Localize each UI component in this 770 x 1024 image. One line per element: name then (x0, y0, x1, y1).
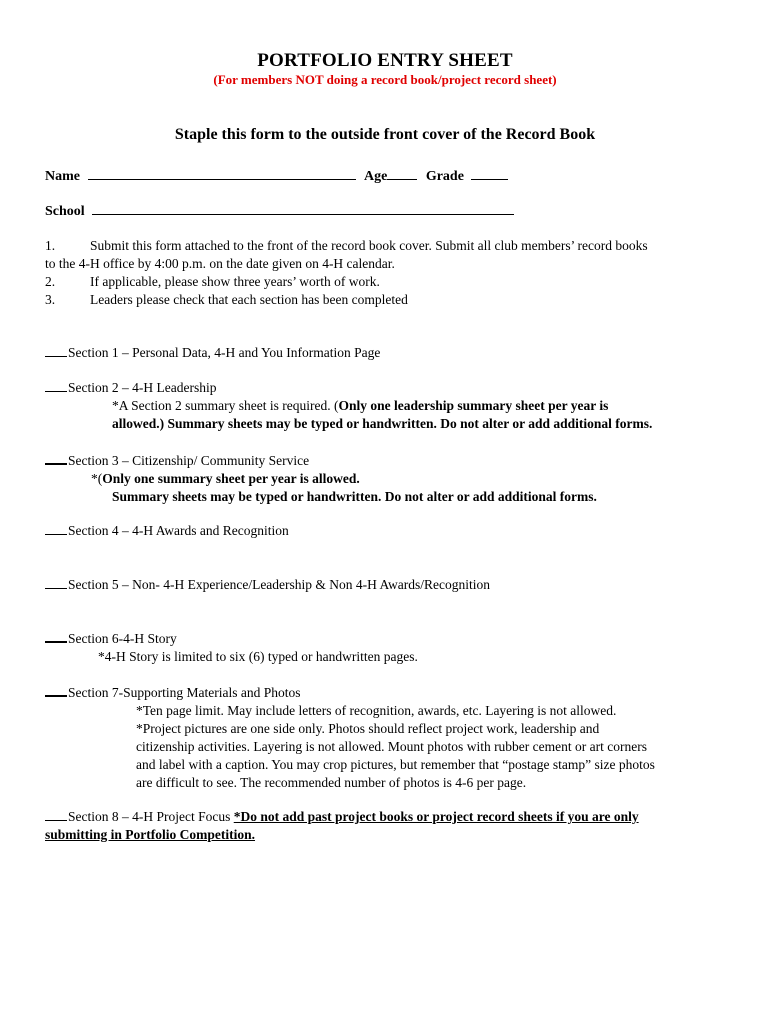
school-field[interactable] (92, 202, 514, 215)
staple-instruction: Staple this form to the outside front cover of the Record Book (174, 126, 596, 143)
instructions-list: 1. Submit this form attached to the front of the record book cover. Submit all club members’ record books to the 4-H office by 4:00 p.m. on the date given on 4-H calendar. 2. If applicable, please show three years’ worth of work. 3. Leaders please check that each section has been completed (45, 237, 735, 309)
name-label: Name (45, 169, 80, 184)
section-5-checkbox[interactable] (45, 576, 67, 589)
list-item: 1. Submit this form attached to the front of the record book cover. Submit all club members’ record books (45, 238, 648, 253)
section-5: Section 5 – Non- 4-H Experience/Leadership & Non 4-H Awards/Recognition (45, 576, 735, 594)
section-6: Section 6-4-H Story *4-H Story is limited to six (6) typed or handwritten pages. (45, 629, 735, 666)
school-label: School (45, 204, 85, 219)
name-field[interactable] (88, 167, 356, 180)
list-item: 3. Leaders please check that each section has been completed (45, 292, 408, 307)
section-2-checkbox[interactable] (45, 379, 67, 392)
page-title: PORTFOLIO ENTRY SHEET (257, 50, 513, 71)
grade-field[interactable] (471, 167, 508, 180)
name-age-grade-row (45, 167, 508, 185)
section-4-checkbox[interactable] (45, 522, 67, 535)
section-8-warning: *Do not add past project books or project record sheets if you are only (233, 809, 639, 824)
section-3: Section 3 – Citizenship/ Community Service *(Only one summary sheet per year is allowed. Summary sheets may be typed or handwritten. Do not alter or add additional forms. (45, 451, 735, 506)
school-row (45, 202, 514, 220)
section-4: Section 4 – 4-H Awards and Recognition (45, 522, 735, 540)
section-7: Section 7-Supporting Materials and Photos *Ten page limit. May include letters of recognition, awards, etc. Layering is not allowed. *Project pictures are one side only. Photos should reflect project work, leadership and citizenship activities. Layering is not allowed. Mount photos with rubber cement or art corners and label with a caption. You may crop pictures, but remember that “postage stamp” size photos are difficult to see. The recommended number of photos is 4-6 per page. (45, 683, 735, 792)
section-7-checkbox[interactable] (45, 683, 67, 697)
section-8-checkbox[interactable] (45, 808, 67, 821)
section-1-checkbox[interactable] (45, 344, 67, 357)
section-1: Section 1 – Personal Data, 4-H and You Information Page (45, 344, 735, 362)
section-3-checkbox[interactable] (45, 451, 67, 465)
section-8: Section 8 – 4-H Project Focus *Do not add past project books or project record sheets if you are only submitting in Portfolio Competition. (45, 809, 639, 842)
list-item: 2. If applicable, please show three years’ worth of work. (45, 274, 380, 289)
age-field[interactable] (387, 167, 417, 180)
section-2: Section 2 – 4-H Leadership *A Section 2 summary sheet is required. (Only one leadership summary sheet per year is allowed.) Summary sheets may be typed or handwritten. Do not alter or add additional forms. (45, 379, 735, 433)
section-6-checkbox[interactable] (45, 629, 67, 643)
grade-label: Grade (425, 169, 464, 184)
page-subtitle: (For members NOT doing a record book/project record sheet) (213, 72, 557, 87)
age-label: Age (364, 169, 388, 184)
